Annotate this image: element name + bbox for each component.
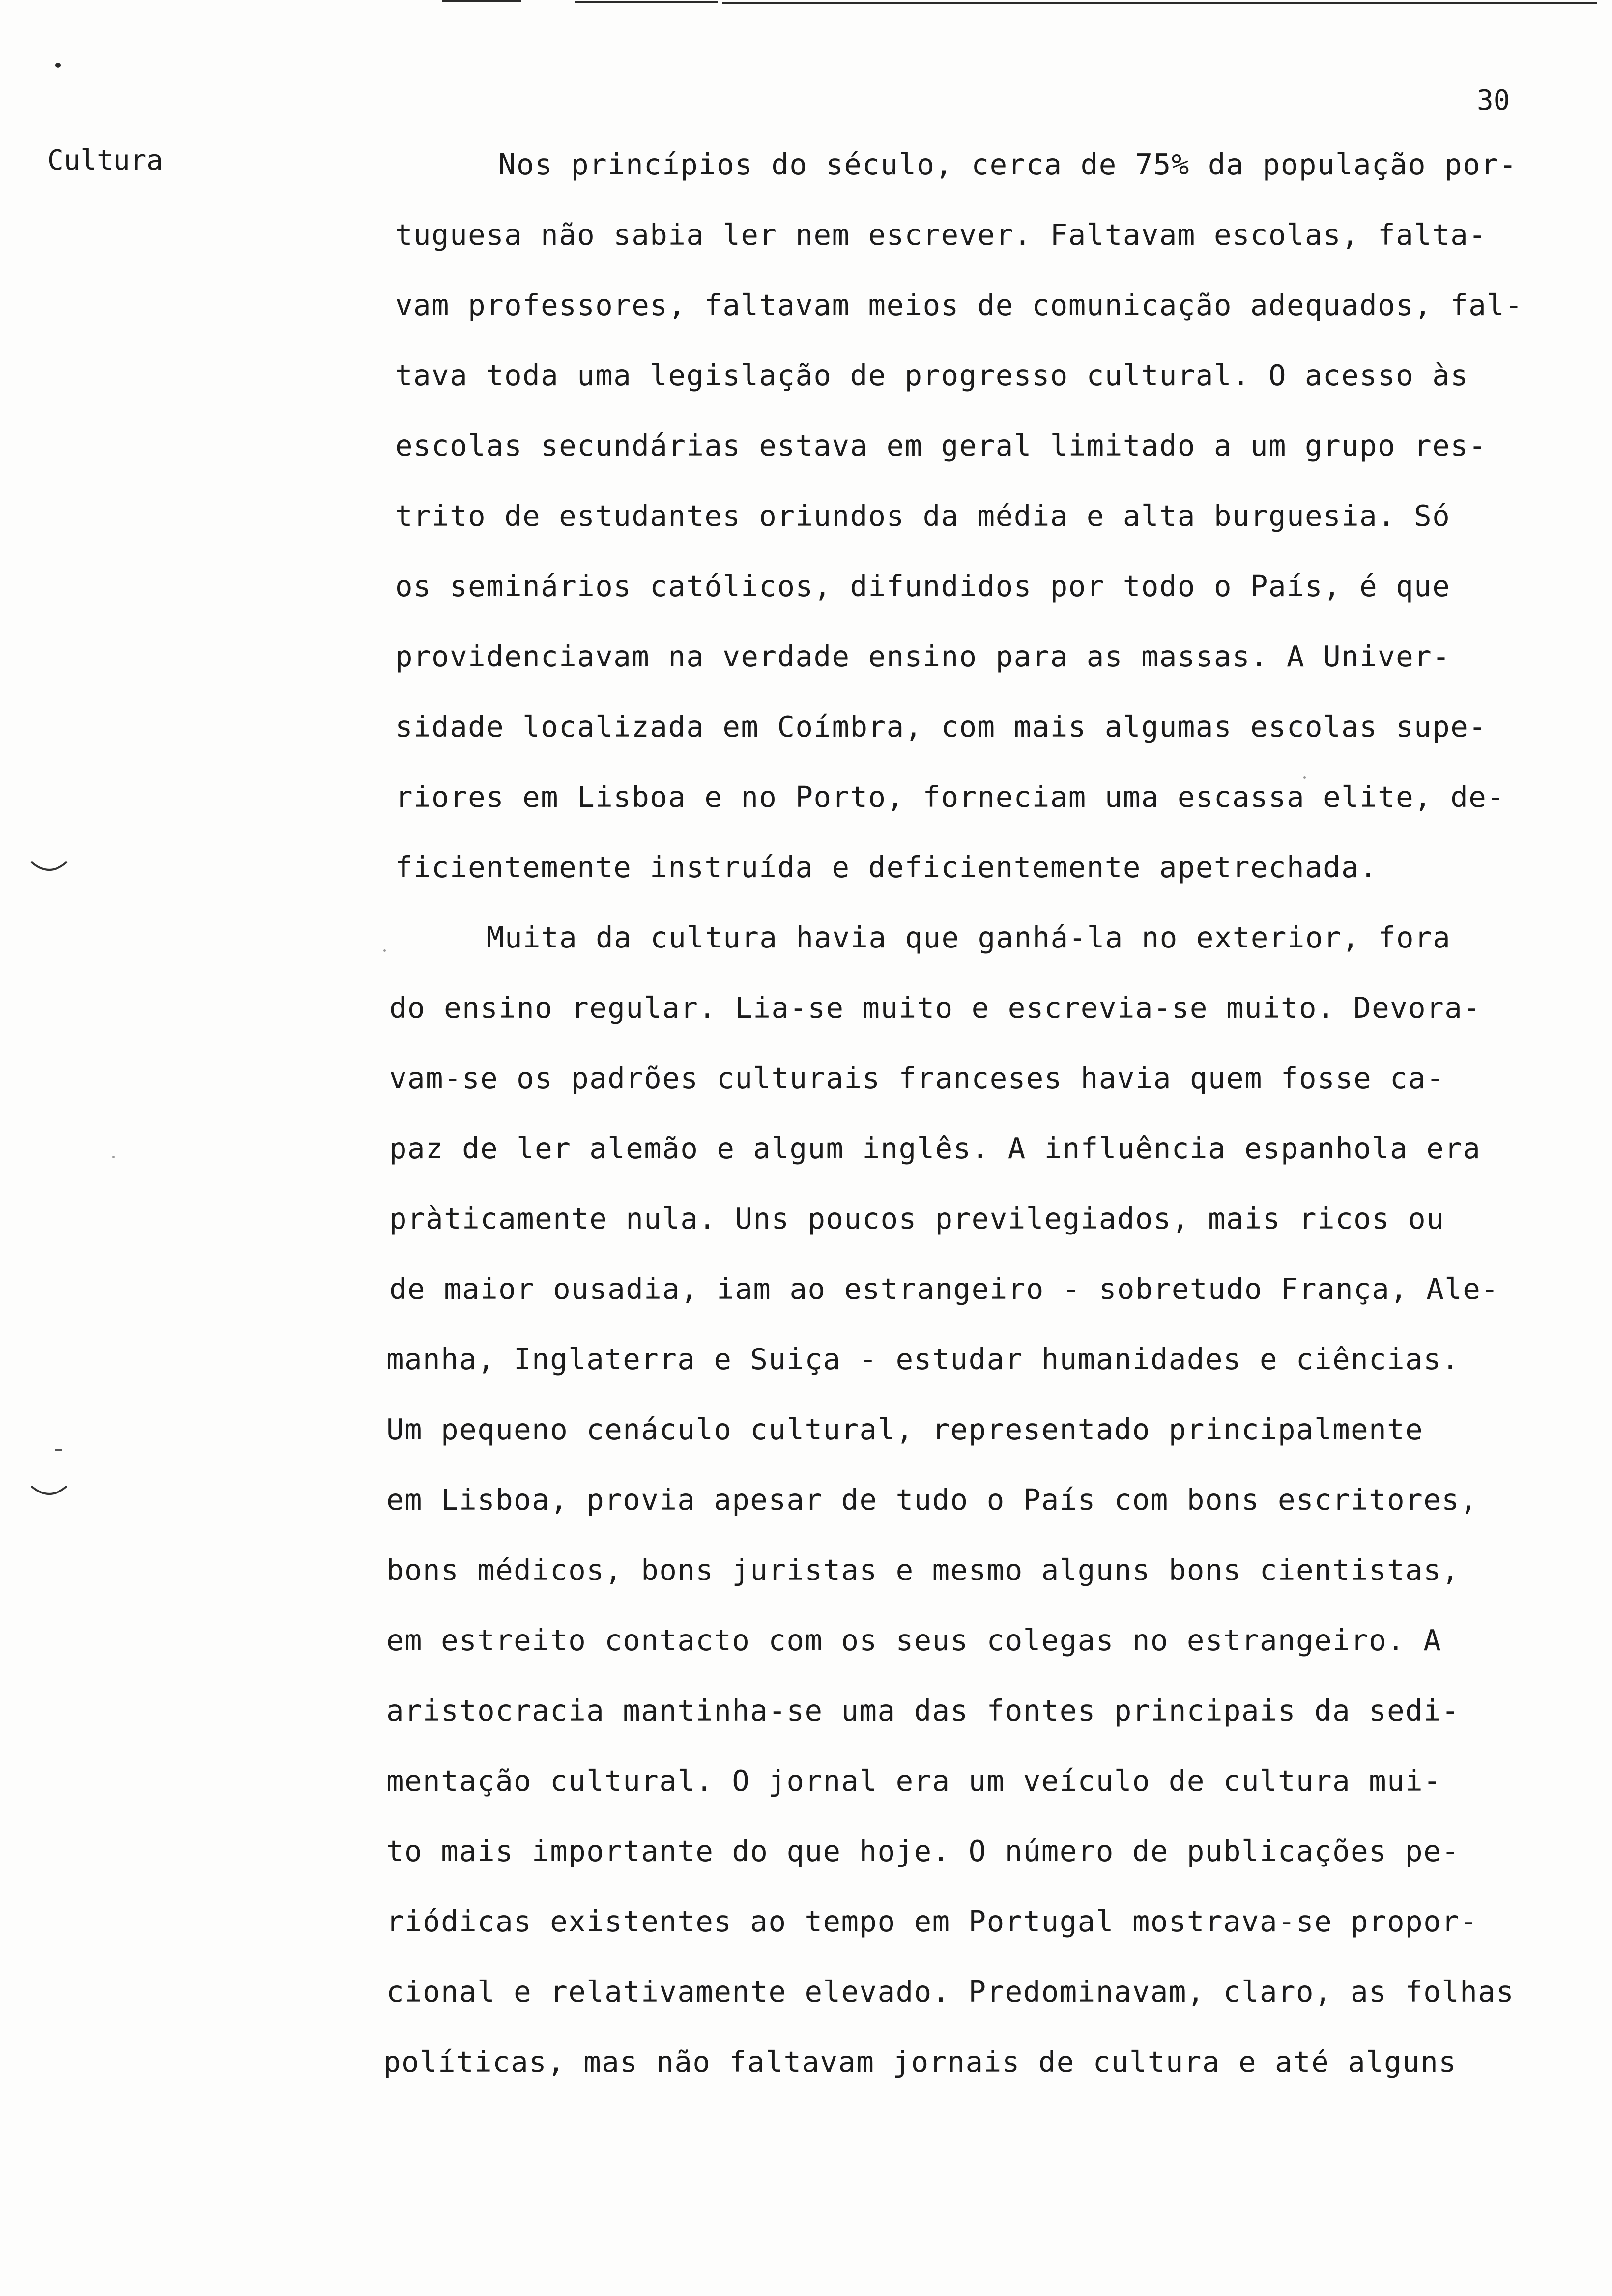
text-line: do ensino regular. Lia-se muito e escrevia-se muito. Devora- <box>389 991 1481 1025</box>
text-line: manha, Inglaterra e Suiça - estudar humanidades e ciências. <box>386 1342 1460 1376</box>
text-line: to mais importante do que hoje. O número de publicações pe- <box>386 1834 1460 1868</box>
text-line: em Lisboa, provia apesar de tudo o País com bons escritores, <box>386 1483 1478 1517</box>
text-line: Nos princípios do século, cerca de 75% da população por- <box>498 147 1518 181</box>
text-line: vam-se os padrões culturais franceses havia quem fosse ca- <box>389 1061 1445 1095</box>
text-line: políticas, mas não faltavam jornais de cultura e até alguns <box>383 2045 1457 2079</box>
top-edge-rule <box>442 0 521 2</box>
paragraph <box>383 147 1592 920</box>
text-line: bons médicos, bons juristas e mesmo alguns bons cientistas, <box>386 1553 1460 1587</box>
ink-dot-mark <box>55 63 61 68</box>
text-line: sidade localizada em Coímbra, com mais algumas escolas supe- <box>395 710 1487 744</box>
body-text <box>383 147 1592 2115</box>
margin-dash-mark <box>55 1449 62 1451</box>
text-line: riores em Lisboa e no Porto, forneciam uma escassa elite, de- <box>395 780 1505 814</box>
text-line: tava toda uma legislação de progresso cultural. O acesso às <box>395 358 1469 392</box>
punch-hole-mark <box>29 859 69 879</box>
text-line: trito de estudantes oriundos da média e alta burguesia. Só <box>395 499 1451 533</box>
text-line: escolas secundárias estava em geral limitado a um grupo res- <box>395 429 1487 462</box>
text-line: em estreito contacto com os seus colegas no estrangeiro. A <box>386 1623 1442 1657</box>
margin-heading: Cultura <box>47 144 164 176</box>
page-speck <box>112 1156 115 1158</box>
text-line: mentação cultural. O jornal era um veículo de cultura mui- <box>386 1764 1442 1798</box>
text-line: tuguesa não sabia ler nem escrever. Faltavam escolas, falta- <box>395 218 1487 252</box>
text-line: vam professores, faltavam meios de comunicação adequados, fal- <box>395 288 1524 322</box>
text-line: os seminários católicos, difundidos por todo o País, é que <box>395 569 1451 603</box>
top-edge-rule <box>575 1 718 3</box>
text-line: pràticamente nula. Uns poucos previlegiados, mais ricos ou <box>389 1202 1445 1235</box>
text-line: ficientemente instruída e deficientemente apetrechada. <box>395 850 1378 884</box>
text-line: providenciavam na verdade ensino para as massas. A Univer- <box>395 639 1451 673</box>
text-line: de maior ousadia, iam ao estrangeiro - sobretudo França, Ale- <box>389 1272 1499 1306</box>
text-line: riódicas existentes ao tempo em Portugal mostrava-se propor- <box>386 1904 1478 1938</box>
punch-hole-mark <box>29 1483 69 1503</box>
text-line: Um pequeno cenáculo cultural, representado principalmente <box>386 1412 1424 1446</box>
text-line: Muita da cultura havia que ganhá-la no exterior, fora <box>487 920 1451 954</box>
paragraph <box>383 920 1592 2115</box>
text-line: aristocracia mantinha-se uma das fontes principais da sedi- <box>386 1693 1460 1727</box>
top-edge-rule <box>722 2 1597 4</box>
page-number: 30 <box>1477 85 1510 116</box>
text-line: paz de ler alemão e algum inglês. A influência espanhola era <box>389 1131 1481 1165</box>
text-line: cional e relativamente elevado. Predominavam, claro, as folhas <box>386 1975 1515 2009</box>
